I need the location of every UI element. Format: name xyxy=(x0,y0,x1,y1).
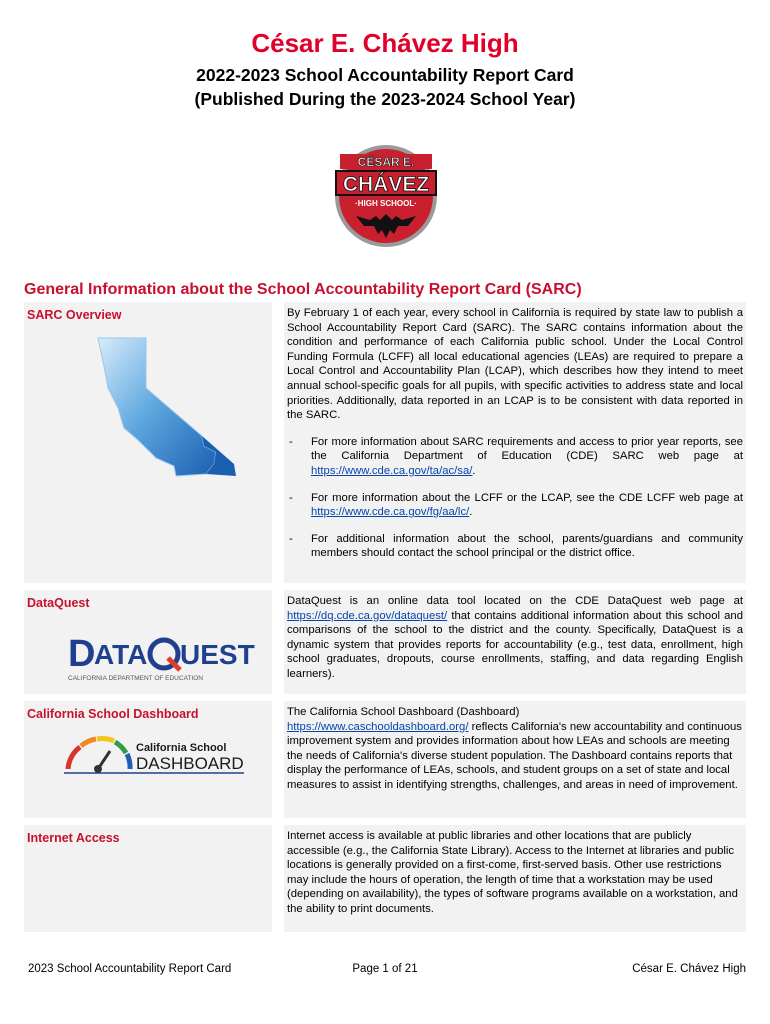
section-heading: General Information about the School Accountability Report Card (SARC) xyxy=(24,281,582,298)
logo-line2: CHÁVEZ xyxy=(342,173,430,196)
gauge-icon xyxy=(68,747,80,769)
dashboard-text-after: reflects California's new accountability and continuous improvement system and provides information about how LEAs and schools are meeting the needs of California's diverse student population. The Dashboard contains reports that display the performance of LEAs, schools, and student groups on a set of state and local measures to assist in identifying strengths, challenges, and areas in need of improvement. xyxy=(287,720,742,791)
dashboard-logo-line2: DASHBOARD xyxy=(136,754,244,773)
dataquest-left xyxy=(24,590,272,694)
school-logo xyxy=(334,138,438,256)
dashboard-link[interactable]: https://www.caschooldashboard.org/ xyxy=(287,720,469,733)
logo-line3: ·HIGH SCHOOL· xyxy=(355,199,417,208)
sarc-overview-label: SARC Overview xyxy=(27,308,122,322)
dashboard-content xyxy=(284,701,746,818)
dashboard-text-before: The California School Dashboard (Dashboard) xyxy=(287,706,520,718)
bullet-dash: - xyxy=(289,435,293,448)
dq-logo-d: D xyxy=(68,633,96,675)
footer-left: 2023 School Accountability Report Card xyxy=(28,963,232,975)
internet-content xyxy=(284,825,746,932)
dataquest-label: DataQuest xyxy=(27,596,90,610)
bullet2-end: . xyxy=(469,506,473,519)
report-title: 2022-2023 School Accountability Report Card xyxy=(196,65,574,85)
dq-logo-ata: ATA xyxy=(94,639,148,670)
internet-label: Internet Access xyxy=(27,831,120,845)
footer-right: César E. Chávez High xyxy=(632,963,746,975)
dataquest-text-after: that contains additional information about this school and comparisons of the school to the district and the county. Specifically, DataQuest is a dynamic system that provides reports for accountability (e.g., test data, enrollment, high school graduates, dropouts, course enrollments, staffing, and data regarding English learners). xyxy=(287,609,743,680)
bullet3-text: For additional information about the school, parents/guardians and community members should contact the school principal or the district office. xyxy=(311,532,743,560)
dataquest-link[interactable]: https://dq.cde.ca.gov/dataquest/ xyxy=(287,609,448,622)
bullet-dash: - xyxy=(289,532,293,545)
california-map-icon xyxy=(94,336,244,486)
footer-page-number: Page 1 of 21 xyxy=(352,963,418,975)
dataquest-logo xyxy=(68,630,255,684)
dashboard-logo xyxy=(64,733,250,777)
dq-logo-uest: UEST xyxy=(180,639,255,670)
sarc-overview-left xyxy=(24,302,272,583)
bullet-lcff-info xyxy=(287,491,743,520)
dataquest-content xyxy=(284,590,746,694)
dashboard-logo-line1: California School xyxy=(136,742,227,754)
bullet-contact-info xyxy=(287,532,743,561)
dataquest-text-before: DataQuest is an online data tool located on the CDE DataQuest web page at xyxy=(287,595,743,607)
sarc-link[interactable]: https://www.cde.ca.gov/ta/ac/sa/ xyxy=(311,464,473,477)
school-title: César E. Chávez High xyxy=(251,28,519,58)
bullet-dash: - xyxy=(289,491,293,504)
internet-text: Internet access is available at public libraries and other locations that are publicly accessible (e.g., the California State Library). Access to the Internet at libraries and public locations is generally provided on a first-come, first-served basis. Other use restrictions may include the hours of operation, the length of time that a workstation may be used (depending on availability), the types of software programs available on a workstation, and the ability to print documents. xyxy=(287,830,738,915)
internet-left xyxy=(24,825,272,932)
lcff-link[interactable]: https://www.cde.ca.gov/fg/aa/lc/ xyxy=(311,506,470,519)
published-note: (Published During the 2023-2024 School Year) xyxy=(194,89,576,109)
sarc-overview-paragraph: By February 1 of each year, every school in California is required by state law to publish a School Accountability Report Card (SARC). The SARC contains information about the condition and performance of each California public school. Under the Local Control Funding Formula (LCFF) all local educational agencies (LEAs) are required to prepare a Local Control and Accountability Plan (LCAP), which describes how they intend to meet annual school-specific goals for all pupils, with specific activities to address state and local priorities. Additionally, data reported in an LCAP is to be consistent with data reported in the SARC. xyxy=(287,307,743,422)
logo-line1: CÉSAR E. xyxy=(357,155,415,169)
dq-logo-tagline: CALIFORNIA DEPARTMENT OF EDUCATION xyxy=(68,675,203,682)
bullet2-text: For more information about the LCFF or the LCAP, see the CDE LCFF web page at xyxy=(311,491,743,504)
bullet1-text: For more information about SARC requirements and access to prior year reports, see the California Department of Education (CDE) SARC web page at xyxy=(311,435,743,463)
sarc-overview-content xyxy=(284,302,746,583)
dashboard-left xyxy=(24,701,272,818)
bullet-sarc-info xyxy=(287,435,743,479)
bullet1-end: . xyxy=(472,464,476,477)
dashboard-label: California School Dashboard xyxy=(27,707,199,721)
